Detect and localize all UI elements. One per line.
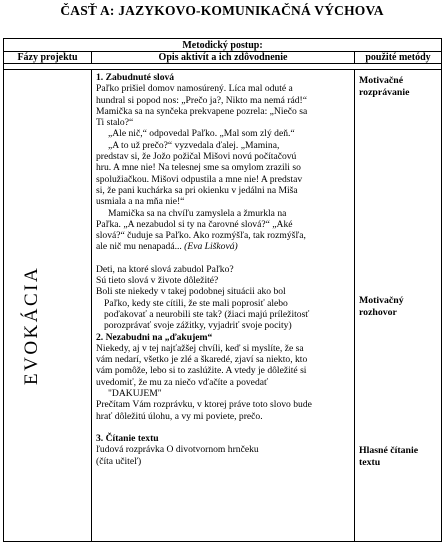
page-title: ČASŤ A: JAZYKOVO-KOMUNIKAČNÁ VÝCHOVA: [60, 3, 384, 18]
story-line: si, že pani kuchárka sa pri okienku v jedálni na Mišа: [96, 184, 298, 196]
phase-cell: [4, 70, 92, 542]
column-header-activities: Opis aktivít a ich zdôvodnenie: [92, 52, 355, 64]
story-line: Paľko prišiel domov namosúrený. Líca mal oduté a: [96, 83, 293, 95]
story-line: „Ale nič,“ odpovedal Paľko. „Mal som zlý deň.“: [108, 128, 295, 140]
story-line: Ti stalo?“: [96, 117, 134, 129]
section2-heading: 2. Nezabudni na „ďakujem“: [96, 331, 213, 343]
story-line: spolužiačkou. Mišovi odpustila a mne nie! A predstav: [96, 173, 303, 185]
story-line: hru. A mne nie! Na telesnej sme sa omylom zrazili so: [96, 162, 301, 174]
section2-line: uvedomiť, že mu za niečo vďačíte a povedať: [96, 376, 269, 388]
section2-line: vám nedarí, všetko je zlé a škaredé, zjaví sa niekto, kto: [96, 354, 308, 366]
section3-line: ľudová rozprávka O divotvornom hrnčeku: [96, 444, 259, 456]
spacer: [96, 253, 351, 264]
question-line: Sú tieto slová v živote dôležité?: [96, 275, 219, 287]
column-header-phase: Fázy projektu: [4, 52, 92, 64]
section1-heading: 1. Zabudnuté slová: [96, 72, 175, 83]
methods-cell: [355, 70, 442, 542]
story-line: predstav si, že Jožo požičal Mišovi novú počítačovú: [96, 151, 297, 163]
question-line: Paľko, kedy ste cítili, že ste mali poprosiť alebo: [104, 297, 288, 309]
story-line: ale nič mu nenapadá... (Eva Lišková): [96, 241, 238, 253]
method-3: Hlasné čítanie textu: [359, 445, 419, 468]
method-1: Motivačné rozprávanie: [359, 75, 410, 98]
section2-line: Niekedy, aj v tej najťažšej chvíli, keď si myslíte, že sa: [96, 342, 304, 354]
question-line: porozprávať svoje zážitky, vyjadriť svoje pocity): [104, 320, 292, 332]
phase-label: EVOKÁCIA: [21, 265, 42, 385]
section3-heading: 3. Čítanie textu: [96, 432, 159, 444]
section2-line: hrať dôležitú úlohu, a vy mi poviete, prečo.: [96, 410, 263, 422]
story-line: Mamička sa na chvíľu zamyslela a žmurkla na: [108, 207, 287, 219]
story-line: slová?“ čuduje sa Paľko. Ako rozmýšľa, tak rozmýšľa,: [96, 230, 306, 242]
section2-line: vám pomôže, lebo si to zaslúžite. A vtedy je dôležité si: [96, 365, 307, 377]
story-line: hundral si popod nos: „Prečo ja?, Nikto ma nemá rád!“: [96, 94, 308, 106]
section2-line: "DAKUJEM": [108, 388, 162, 400]
question-line: Boli ste niekedy v takej podobnej situácii ako bol: [96, 286, 286, 298]
author-credit: (Eva Lišková): [184, 241, 238, 253]
method-table: [3, 38, 442, 542]
section2-line: Prečítam Vám rozprávku, v ktorej práve toto slovo bude: [96, 399, 312, 411]
question-line: Deti, na ktoré slová zabudol Paľko?: [96, 263, 234, 275]
table-main-header: Metodický postup:: [4, 39, 442, 52]
section3-line: (číta učiteľ): [96, 455, 142, 467]
spacer: [96, 422, 351, 433]
story-line: usmiala a na mňa nie!“: [96, 196, 185, 208]
story-line: „A to už prečo?“ vyzvedala ďalej. „Mamina,: [108, 139, 280, 151]
story-line: Mamička sa na synčeka prekvapene pozrela: „Niečo sa: [96, 105, 308, 117]
column-header-methods: použité metódy: [355, 52, 442, 64]
question-line: poďakovať a neurobili ste tak? (žiaci majú príležitosť: [104, 308, 310, 320]
method-2: Motivačný rozhovor: [359, 295, 404, 318]
story-line: Paľka. „A nezabudol si ty na čarovné slová?“ „Aké: [96, 218, 293, 230]
activities-cell: [92, 70, 355, 542]
